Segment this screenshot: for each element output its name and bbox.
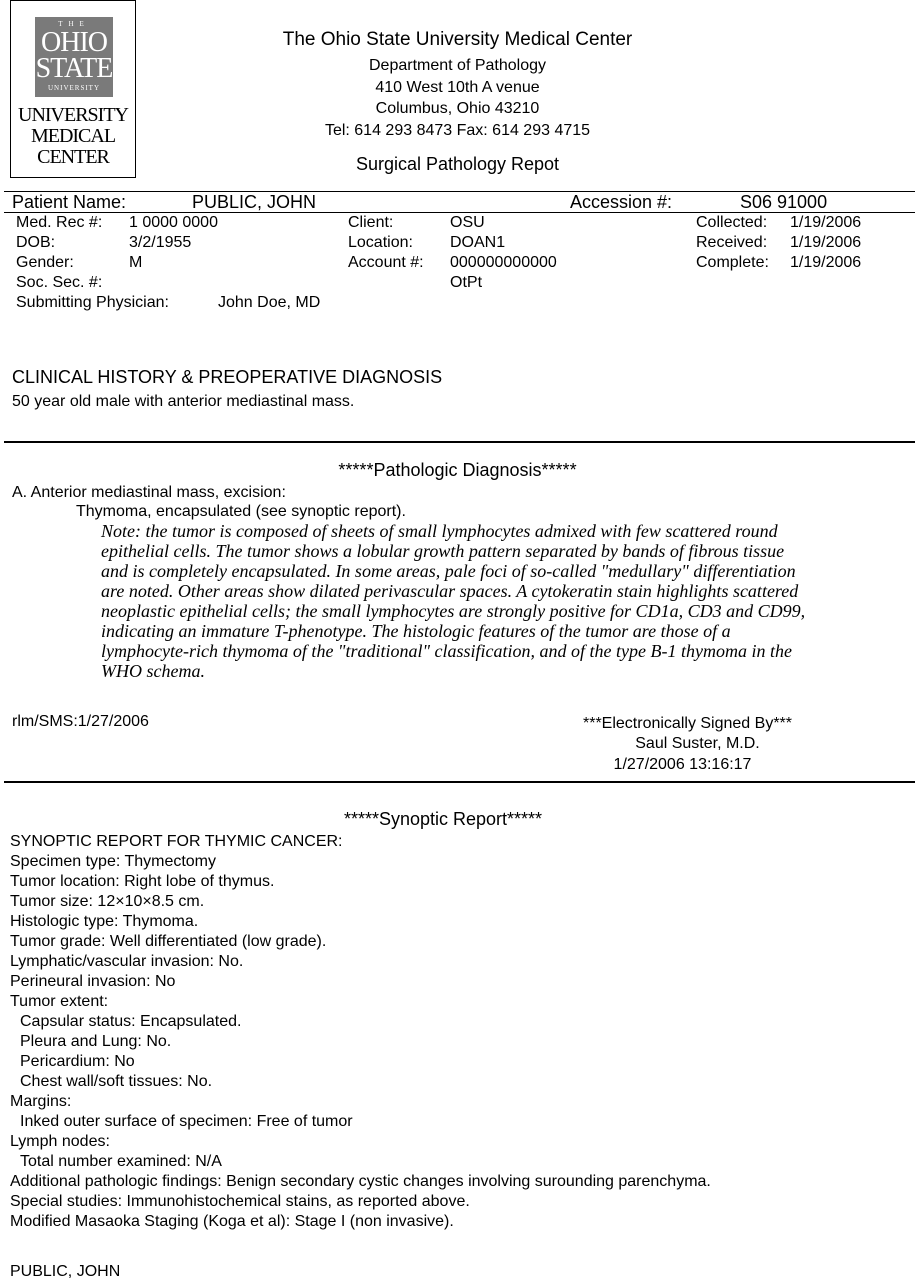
logo-university: UNIVERSITY [18, 104, 128, 126]
note-line: epithelial cells. The tumor shows a lobular growth pattern separated by bands of fibrous tissue [101, 541, 785, 561]
note-line: and is completely encapsulated. In some areas, pale foci of so-called "medullary" differentiation [101, 561, 796, 581]
section-rule-1 [4, 441, 915, 443]
patient-class: OtPt [450, 274, 483, 291]
collected-date: 1/19/2006 [790, 214, 862, 231]
complete-date: 1/19/2006 [790, 254, 862, 271]
synoptic-line: Capsular status: Encapsulated. [20, 1013, 242, 1030]
logo-center: CENTER [37, 146, 109, 168]
synoptic-list [10, 832, 711, 1232]
signed-time: 1/27/2006 13:16:17 [613, 756, 752, 773]
diagnosis-note [101, 521, 906, 681]
synoptic-line: Inked outer surface of specimen: Free of tumor [20, 1113, 353, 1130]
section-rule-2 [4, 781, 915, 783]
synoptic-line: Lymphatic/vascular invasion: No. [10, 953, 244, 970]
synoptic-line: Specimen type: Thymectomy [10, 853, 217, 870]
note-line: WHO schema. [101, 661, 205, 681]
synoptic-line: SYNOPTIC REPORT FOR THYMIC CANCER: [10, 833, 343, 850]
account-label: Account #: [348, 254, 424, 271]
note-line: indicating an immature T-phenotype. The histologic features of the tumor are those of a [101, 621, 731, 641]
accession-label: Accession #: [570, 192, 673, 212]
physician-value: John Doe, MD [218, 294, 321, 311]
synoptic-line: Additional pathologic findings: Benign secondary cystic changes involving surounding parenchyma. [10, 1173, 711, 1190]
account-value: 000000000000 [450, 254, 557, 271]
address-line-2: Columbus, Ohio 43210 [375, 100, 540, 117]
logo-block [35, 17, 113, 97]
collected-label: Collected: [696, 214, 768, 231]
clinical-history-heading: CLINICAL HISTORY & PREOPERATIVE DIAGNOSIS [12, 367, 443, 387]
institution-logo [10, 0, 136, 178]
institution-name: The Ohio State University Medical Center [282, 29, 633, 50]
diagnosis-heading: *****Pathologic Diagnosis***** [338, 460, 577, 480]
note-line: lymphocyte-rich thymoma of the "traditional" classification, and of the type B-1 thymoma in the [101, 641, 792, 661]
logo-ohio: OHIO [41, 27, 107, 58]
medrec-value: 1 0000 0000 [129, 214, 218, 231]
department-name: Department of Pathology [369, 57, 546, 74]
synoptic-line: Total number examined: N/A [20, 1153, 222, 1170]
synoptic-line: Chest wall/soft tissues: No. [20, 1073, 213, 1090]
complete-label: Complete: [696, 254, 769, 271]
clinical-history-text: 50 year old male with anterior mediastinal mass. [12, 393, 355, 410]
logo-university-small: UNIVERSITY [48, 84, 100, 92]
synoptic-line: Pericardium: No [20, 1053, 135, 1070]
accession-number: S06 91000 [740, 192, 828, 212]
diagnosis-item: A. Anterior mediastinal mass, excision: [12, 484, 286, 501]
synoptic-line: Perineural invasion: No [10, 973, 176, 990]
location-label: Location: [348, 234, 413, 251]
patient-name: PUBLIC, JOHN [192, 192, 317, 212]
footer-patient-name: PUBLIC, JOHN [10, 1263, 121, 1280]
signed-by-label: ***Electronically Signed By*** [583, 715, 792, 732]
synoptic-line: Tumor location: Right lobe of thymus. [10, 873, 275, 890]
synoptic-heading: *****Synoptic Report***** [343, 809, 543, 829]
ssn-label: Soc. Sec. #: [16, 274, 103, 291]
synoptic-line: Histologic type: Thymoma. [10, 913, 199, 930]
synoptic-line: Pleura and Lung: No. [20, 1033, 172, 1050]
logo-the: THE [58, 20, 90, 28]
client-value: OSU [450, 214, 485, 231]
received-date: 1/19/2006 [790, 234, 862, 251]
patient-name-label: Patient Name: [12, 192, 127, 212]
report-title: Surgical Pathology Repot [355, 154, 560, 174]
client-label: Client: [348, 214, 394, 231]
synoptic-line: Tumor size: 12×10×8.5 cm. [10, 893, 205, 910]
logo-state: STATE [35, 53, 113, 84]
synoptic-line: Tumor extent: [10, 993, 109, 1010]
initials-date: rlm/SMS:1/27/2006 [12, 713, 149, 730]
location-value: DOAN1 [450, 234, 506, 251]
synoptic-line: Modified Masaoka Staging (Koga et al): Stage I (non invasive). [10, 1213, 454, 1230]
physician-label: Submitting Physician: [16, 294, 169, 311]
logo-medical: MEDICAL [30, 125, 116, 147]
dob-value: 3/2/1955 [129, 234, 192, 251]
note-line: are noted. Other areas show dilated perivascular spaces. A cytokeratin stain highlights scattered [101, 581, 799, 601]
synoptic-line: Margins: [10, 1093, 72, 1110]
note-line: Note: the tumor is composed of sheets of small lymphocytes admixed with few scattered round [101, 521, 778, 541]
address-line-1: 410 West 10th A venue [375, 79, 540, 96]
medrec-label: Med. Rec #: [16, 214, 103, 231]
signer-name: Saul Suster, M.D. [635, 735, 760, 752]
note-line: neoplastic epithelial cells; the small lymphocytes are strongly positive for CD1a, CD3 and CD99, [101, 601, 806, 621]
phone-fax: Tel: 614 293 8473 Fax: 614 293 4715 [324, 122, 591, 139]
header-bottom-rule [4, 212, 915, 213]
gender-label: Gender: [16, 254, 74, 271]
gender-value: M [129, 254, 143, 271]
diagnosis-finding: Thymoma, encapsulated (see synoptic report). [76, 503, 406, 520]
logo-bottom-text [11, 105, 135, 168]
dob-label: DOB: [16, 234, 56, 251]
synoptic-line: Special studies: Immunohistochemical stains, as reported above. [10, 1193, 470, 1210]
synoptic-line: Tumor grade: Well differentiated (low grade). [10, 933, 327, 950]
synoptic-line: Lymph nodes: [10, 1133, 110, 1150]
received-label: Received: [696, 234, 768, 251]
